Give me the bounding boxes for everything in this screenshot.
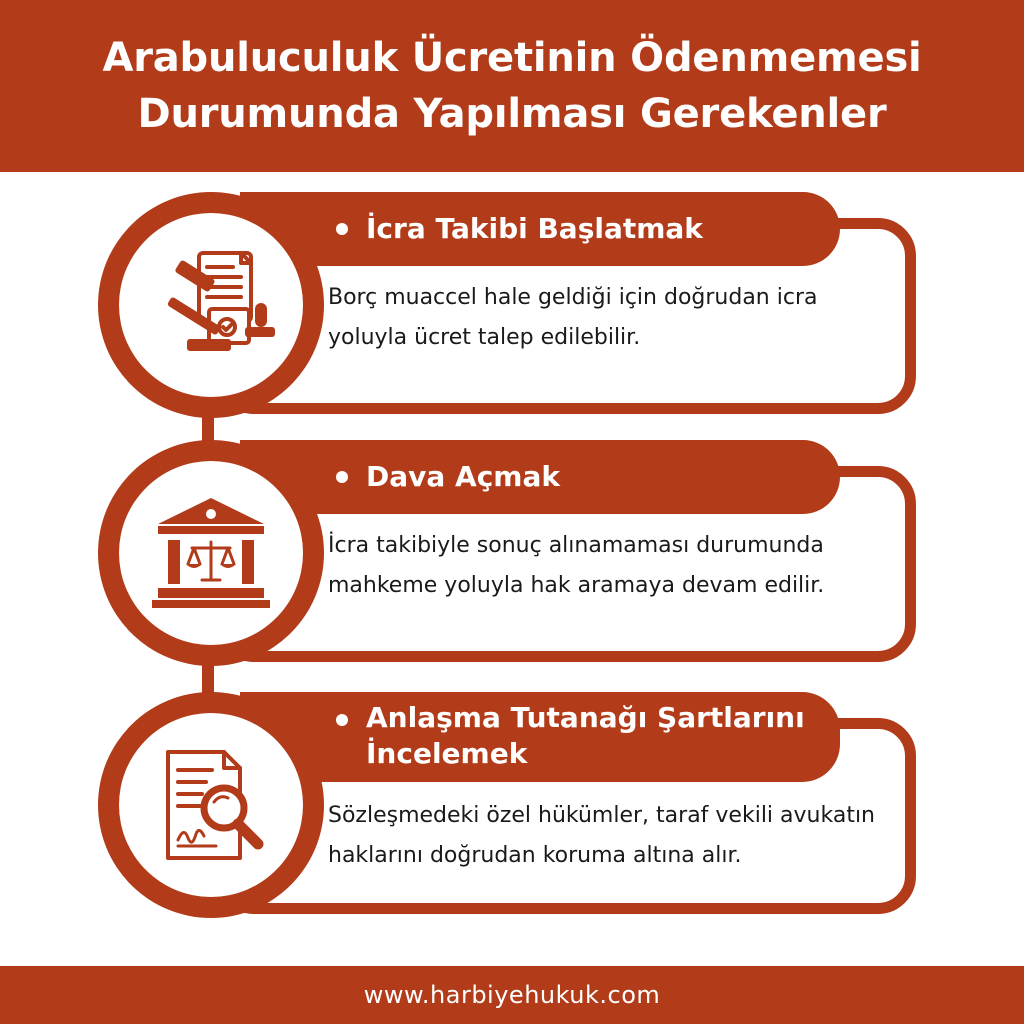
document-magnifier-icon [146,740,276,870]
courthouse-scales-icon [146,488,276,618]
bullet-dot [336,223,348,235]
step-dava-acmak [0,440,1024,670]
bullet-dot [336,471,348,483]
footer-banner [0,966,1024,1024]
step-title: İcra Takibi Başlatmak [366,212,703,245]
website-url: www.harbiyehukuk.com [363,981,661,1009]
page-title-line-2: Durumunda Yapılması Gerekenler [137,91,887,137]
step-anlasma-tutanagi [0,692,1024,922]
step-icra-takibi [0,192,1024,422]
step-title-pill [240,192,840,266]
step-description: İcra takibiyle sonuç alınamaması durumunda mahkeme yoluyla hak aramaya devam edilir. [328,533,825,598]
step-icon-badge [98,192,324,418]
step-title-pill [240,440,840,514]
step-description: Borç muaccel hale geldiği için doğrudan icra yoluyla ücret talep edilebilir. [328,285,818,350]
step-description: Sözleşmedeki özel hükümler, taraf vekili avukatın haklarını doğrudan koruma altına alır. [328,803,876,868]
bullet-dot [336,714,348,726]
step-icon-badge [98,692,324,918]
step-title: Dava Açmak [366,460,560,493]
header-banner [0,0,1024,172]
gavel-document-stamp-icon [141,235,281,375]
step-title-pill [240,692,840,782]
step-icon-badge [98,440,324,666]
page-title-line-1: Arabuluculuk Ücretinin Ödenmemesi [102,35,922,81]
step-title: Anlaşma Tutanağı Şartlarını İncelemek [366,701,805,770]
